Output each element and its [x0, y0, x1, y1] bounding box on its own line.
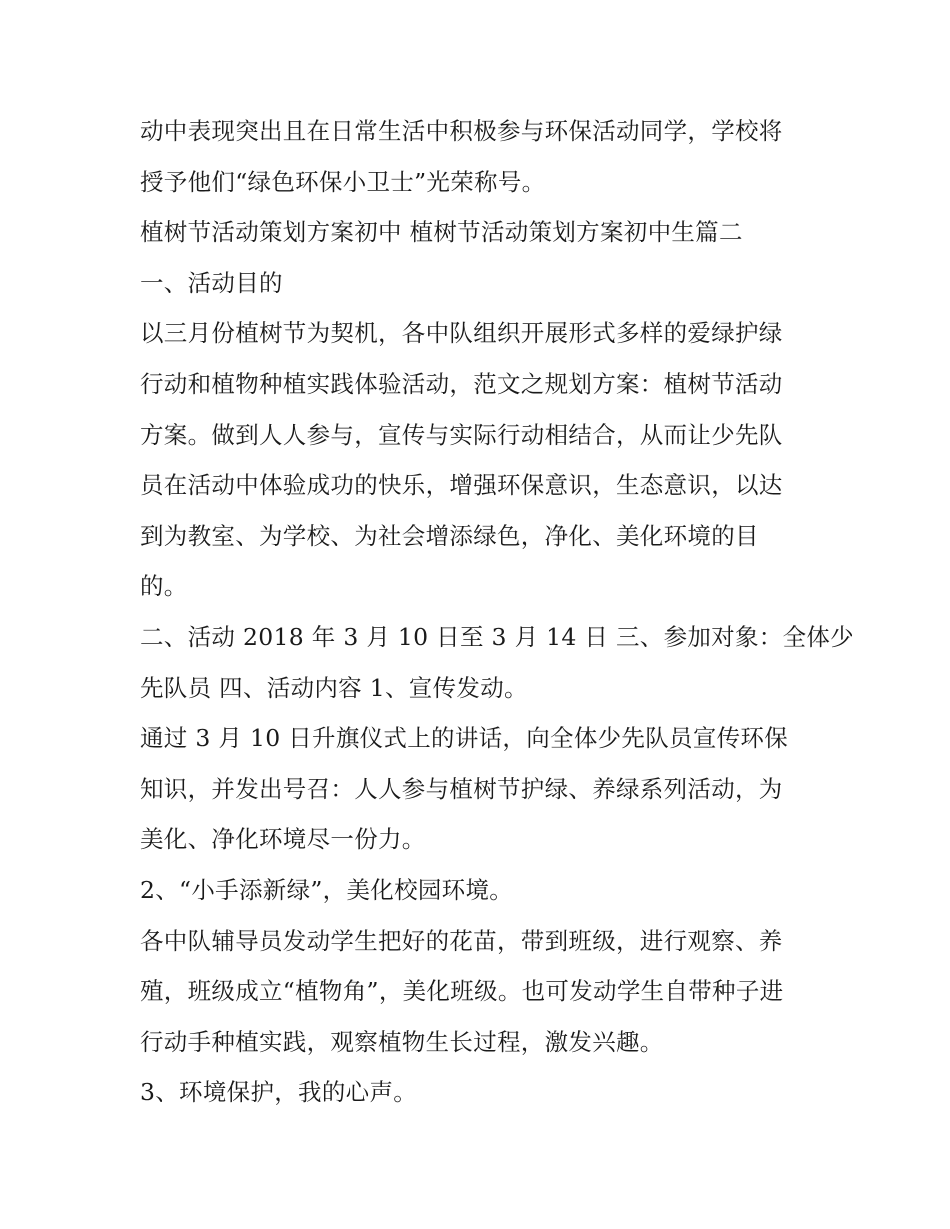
- body-text-line: 3、环境保护，我的心声。: [140, 1078, 418, 1107]
- document-body: [140, 106, 854, 1118]
- body-text-line: 二、活动 2018 年 3 月 10 日至 3 月 14 日 三、参加对象：全体少: [140, 622, 854, 651]
- section-heading: 植树节活动策划方案初中 植树节活动策划方案初中生篇二: [140, 218, 743, 247]
- subsection-heading: 一、活动目的: [140, 268, 283, 297]
- body-text-line: 各中队辅导员发动学生把好的花苗，带到班级，进行观察、养: [140, 926, 783, 955]
- body-text-line: 方案。做到人人参与，宣传与实际行动相结合，从而让少先队: [140, 420, 783, 449]
- body-text-line: 行动和植物种植实践体验活动，范文之规划方案：植树节活动: [140, 369, 783, 398]
- body-text-line: 动中表现突出且在日常生活中积极参与环保活动同学，学校将: [140, 117, 783, 145]
- body-text-line: 知识，并发出号召：人人参与植树节护绿、养绿系列活动，为: [140, 774, 783, 803]
- body-text-line: 殖，班级成立“植物角”，美化班级。也可发动学生自带种子进: [140, 977, 784, 1006]
- body-text-line: 2、“小手添新绿”，美化校园环境。: [140, 875, 514, 904]
- body-text-line: 通过 3 月 10 日升旗仪式上的讲话，向全体少先队员宣传环保: [140, 724, 789, 753]
- body-text-line: 美化、净化环境尽一份力。: [140, 825, 426, 854]
- body-text-line: 以三月份植树节为契机，各中队组织开展形式多样的爱绿护绿: [140, 319, 783, 348]
- body-text-line: 员在活动中体验成功的快乐，增强环保意识，生态意识，以达: [140, 471, 783, 500]
- body-text-line: 到为教室、为学校、为社会增添绿色，净化、美化环境的目: [140, 521, 759, 550]
- body-text-line: 的。: [140, 572, 188, 601]
- body-text-line: 授予他们“绿色环保小卫士”光荣称号。: [140, 167, 546, 196]
- body-text-line: 行动手种植实践，观察植物生长过程，激发兴趣。: [140, 1027, 664, 1056]
- body-text-line: 先队员 四、活动内容 1、宣传发动。: [140, 673, 528, 702]
